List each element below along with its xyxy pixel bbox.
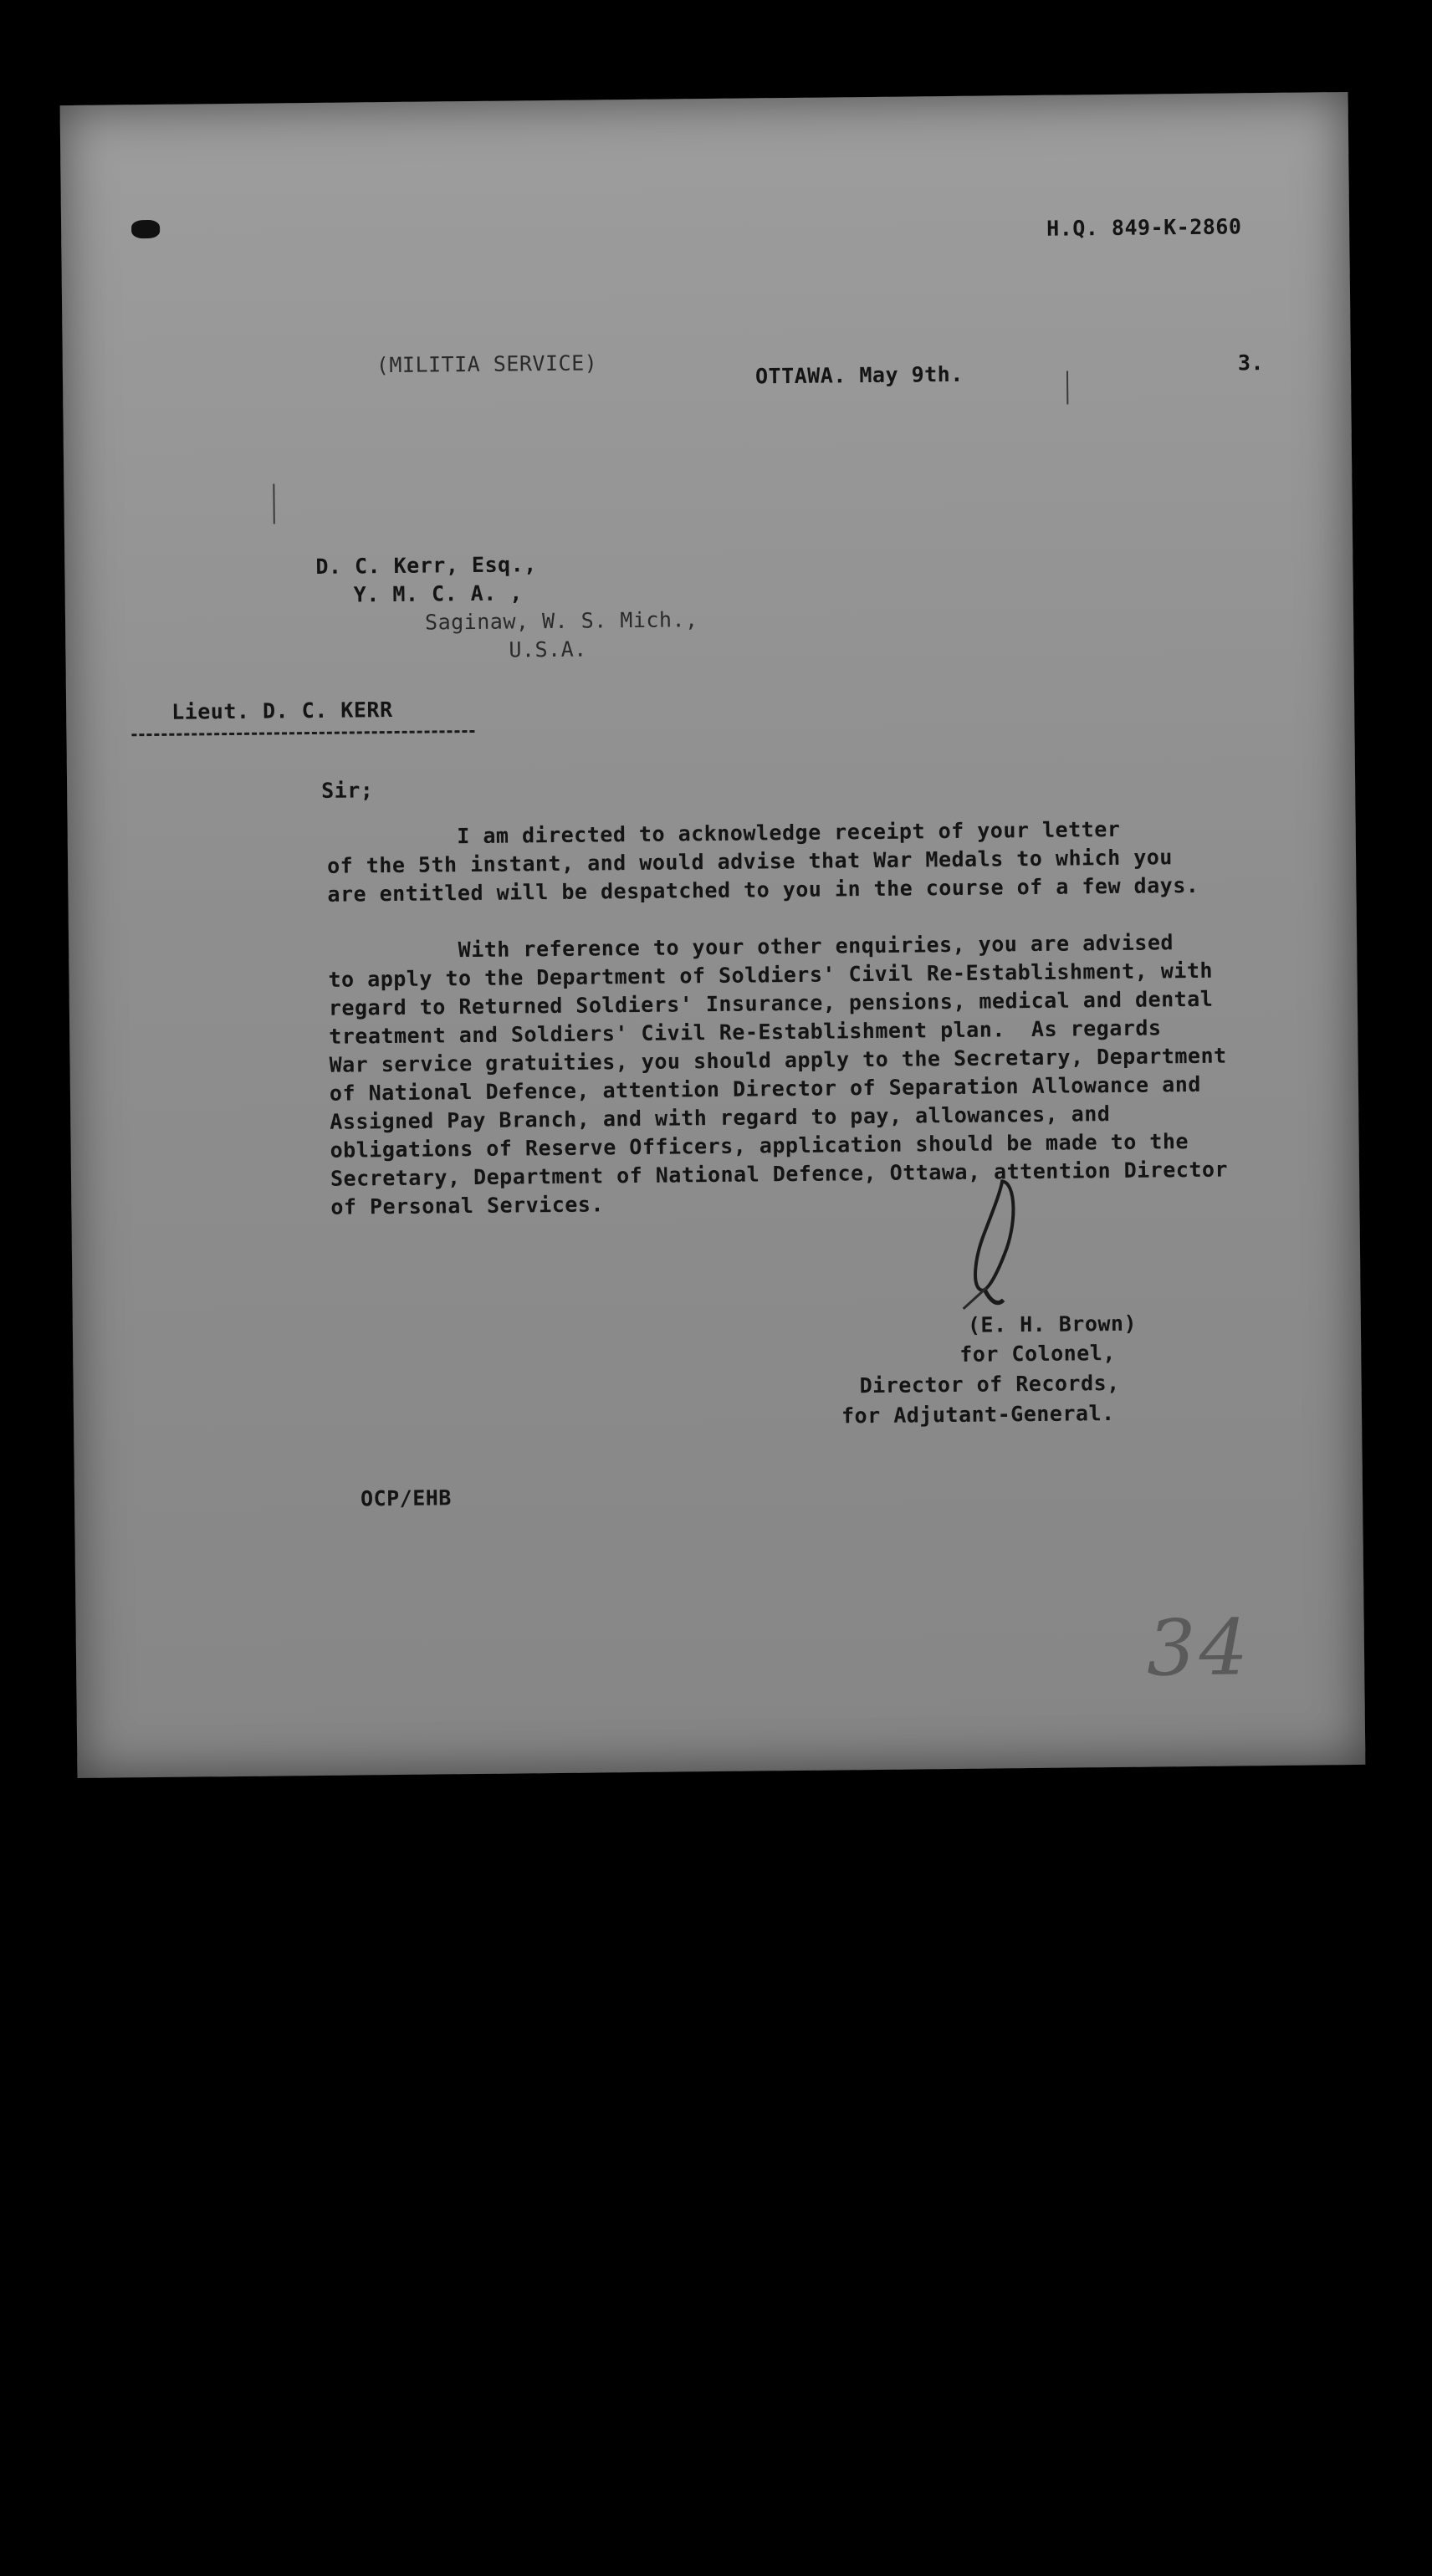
- margin-mark: [1066, 371, 1068, 405]
- address-line: Saginaw, W. S. Mich.,: [424, 607, 698, 635]
- address-line: Y. M. C. A. ,: [353, 580, 524, 607]
- service-heading: (MILITIA SERVICE): [376, 350, 598, 378]
- address-line: U.S.A.: [509, 636, 587, 662]
- handwritten-signature: [937, 1174, 1039, 1317]
- ink-blot: [131, 220, 160, 238]
- handwritten-page-number: 34: [1146, 1602, 1252, 1694]
- signature-title: Director of Records,: [859, 1370, 1120, 1398]
- page-number: 3.: [1237, 350, 1265, 376]
- signature-name: (E. H. Brown): [967, 1311, 1138, 1337]
- body-paragraph-2: With reference to your other enquiries, you are advised to apply to the Department of Soldiers' Civil Re-Establishment, with regard to Returned Soldiers' Insurance, pensions, medical and dental treatment and Soldiers' Civil Re-Establishment plan. As regards War service gratuities, you should apply to the Secretary, Department of National Defence, attention Director of Separation Allowance and Assigned Pay Branch, and with regard to pay, allowances, and obligations of Reserve Officers, application should be made to the Secretary, Department of National Defence, Ottawa, attention Director of Personal Services.: [328, 930, 1229, 1219]
- signature-title: for Colonel,: [959, 1340, 1117, 1367]
- place-date: OTTAWA. May 9th.: [754, 361, 964, 389]
- body-paragraph-1: I am directed to acknowledge receipt of your letter of the 5th instant, and would advise that War Medals to which you are entitled will be despatched to you in the course of a few days.: [326, 816, 1199, 907]
- margin-mark: [273, 483, 275, 524]
- subject-underline: [131, 730, 474, 736]
- document-page: [60, 92, 1366, 1778]
- subject-line: Lieut. D. C. KERR: [171, 697, 393, 724]
- file-number: H.Q. 849-K-2860: [1046, 214, 1242, 241]
- signature-title: for Adjutant-General.: [841, 1400, 1115, 1429]
- salutation: Sir;: [321, 778, 374, 803]
- reference-initials: OCP/EHB: [360, 1485, 453, 1511]
- address-line: D. C. Kerr, Esq.,: [315, 552, 537, 579]
